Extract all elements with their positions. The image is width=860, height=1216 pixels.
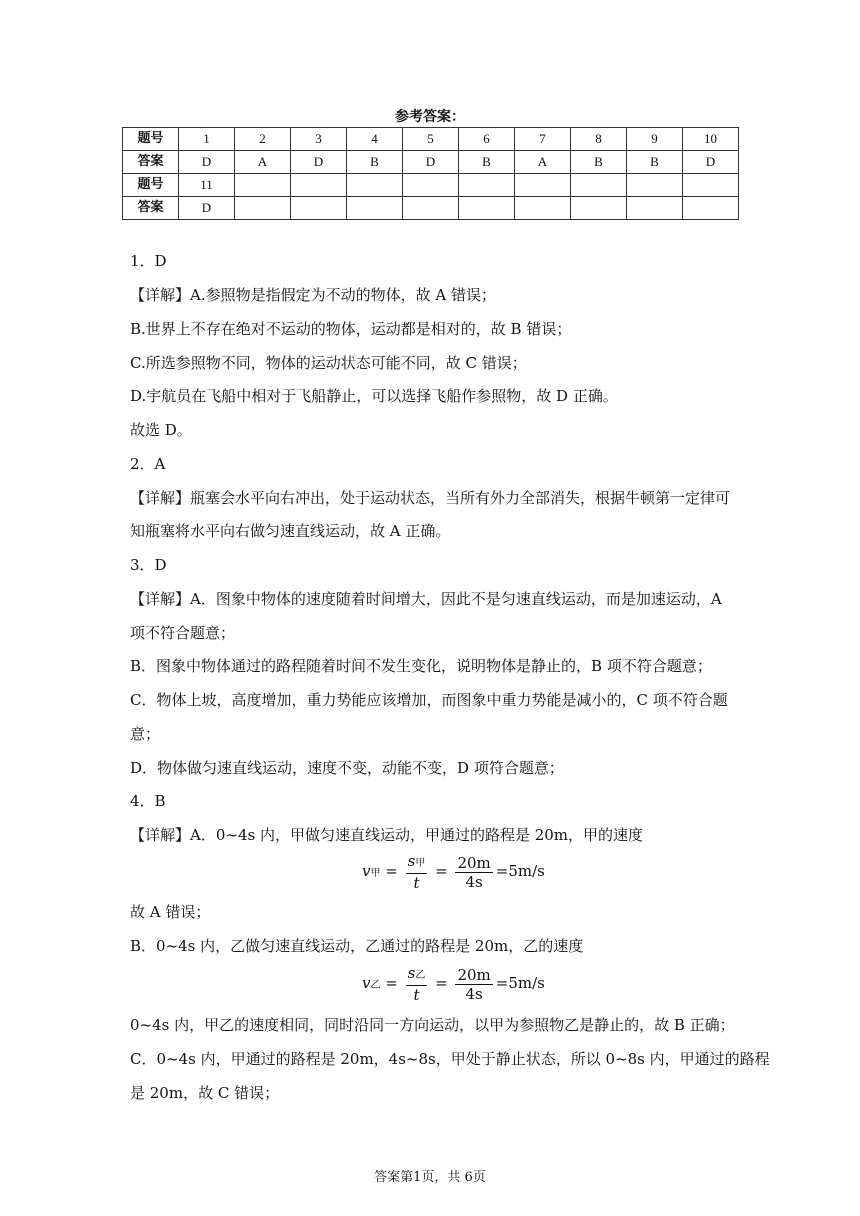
q4-explain-line: C．0~4s 内，甲通过的路程是 20m，4s~8s，甲处于静止状态，所以 0~8s 内，甲通过的路程 [130, 1050, 770, 1068]
q2-heading: 2．A [130, 455, 166, 473]
formula-result: =5m/s [495, 974, 545, 992]
q4-explain-line: B．0~4s 内，乙做匀速直线运动，乙通过的路程是 20m，乙的速度 [130, 937, 584, 955]
table-cell: 2 [235, 128, 291, 151]
table-cell [291, 197, 347, 220]
table-cell: 10 [683, 128, 739, 151]
formula-speed-jia: v甲 = $\frac{\text{s甲}}{t}$ = $\frac{20m}{4s}$ =5m/s [362, 852, 545, 892]
table-cell: D [403, 151, 459, 174]
table-cell: 1 [179, 128, 235, 151]
table-cell [683, 197, 739, 220]
table-row [123, 128, 739, 151]
q4-heading: 4．B [130, 792, 166, 810]
answer-table [122, 127, 739, 220]
table-cell [403, 174, 459, 197]
table-cell: B [627, 151, 683, 174]
q1-explain-line: B.世界上不存在绝对不运动的物体，运动都是相对的，故 B 错误； [130, 320, 572, 338]
formula-speed-yi: v乙 = $\frac{\text{s乙}}{t}$ = $\frac{20m}{4s}$ =5m/s [362, 964, 545, 1004]
q4-explain-line: 是 20m，故 C 错误； [130, 1084, 280, 1102]
q2-explain-line: 知瓶塞将水平向右做匀速直线运动，故 A 正确。 [130, 522, 451, 540]
formula-denominator: 4s [465, 872, 483, 891]
formula-denominator: 4s [465, 984, 483, 1003]
formula-subscript: 甲 [415, 858, 426, 869]
table-cell [459, 197, 515, 220]
table-cell: D [179, 197, 235, 220]
q4-explain-line: 故 A 错误； [130, 903, 211, 921]
formula-subscript: 乙 [415, 970, 426, 981]
table-cell [459, 174, 515, 197]
table-cell: B [459, 151, 515, 174]
table-header-cell: 答案 [123, 151, 179, 174]
table-cell: 6 [459, 128, 515, 151]
formula-var: v [362, 862, 371, 880]
table-cell: B [571, 151, 627, 174]
table-cell: 5 [403, 128, 459, 151]
table-cell: A [515, 151, 571, 174]
table-header-cell: 答案 [123, 197, 179, 220]
table-header-cell: 题号 [123, 174, 179, 197]
table-cell [235, 197, 291, 220]
formula-fraction [455, 854, 492, 891]
table-cell [403, 197, 459, 220]
table-row [123, 151, 739, 174]
q4-explain-line: 【详解】A．0~4s 内，甲做匀速直线运动，甲通过的路程是 20m，甲的速度 [130, 826, 644, 844]
table-cell [571, 174, 627, 197]
formula-fraction [406, 852, 428, 892]
q1-conclusion: 故选 D。 [130, 421, 192, 439]
q2-explain-line: 【详解】瓶塞会水平向右冲出，处于运动状态，当所有外力全部消失，根据牛顿第一定律可 [130, 489, 731, 507]
formula-numerator: 20m [457, 853, 491, 872]
formula-subscript: 甲 [370, 868, 381, 879]
formula-fraction [455, 966, 492, 1003]
table-cell: B [347, 151, 403, 174]
table-cell [627, 197, 683, 220]
q3-explain-line: 【详解】A．图象中物体的速度随着时间增大，因此不是匀速直线运动，而是加速运动，A [130, 590, 722, 608]
table-header-cell: 题号 [123, 128, 179, 151]
q1-heading: 1．D [130, 252, 167, 270]
formula-var: t [413, 874, 420, 892]
formula-var: s [407, 964, 416, 982]
table-cell: 7 [515, 128, 571, 151]
table-cell: 11 [179, 174, 235, 197]
q3-heading: 3．D [130, 556, 167, 574]
formula-var: v [362, 974, 371, 992]
table-cell [235, 174, 291, 197]
q3-explain-line: 意； [130, 725, 161, 743]
q3-explain-line: 项不符合题意； [130, 624, 236, 642]
table-cell: 9 [627, 128, 683, 151]
q1-explain-line: C.所选参照物不同，物体的运动状态可能不同，故 C 错误； [130, 354, 527, 372]
table-cell: 4 [347, 128, 403, 151]
table-cell: D [291, 151, 347, 174]
table-cell: A [235, 151, 291, 174]
q1-explain-line: 【详解】A.参照物是指假定为不动的物体，故 A 错误； [130, 286, 496, 304]
page-footer: 答案第1页，共 6页 [374, 1170, 486, 1185]
formula-var: t [413, 986, 420, 1004]
table-cell: 8 [571, 128, 627, 151]
table-row [123, 174, 739, 197]
formula-numerator: 20m [457, 965, 491, 984]
table-cell: 3 [291, 128, 347, 151]
table-cell [683, 174, 739, 197]
table-cell [515, 174, 571, 197]
page-title: 参考答案： [395, 109, 465, 125]
table-row [123, 197, 739, 220]
q3-explain-line: D．物体做匀速直线运动，速度不变，动能不变，D 项符合题意； [130, 759, 564, 777]
table-cell [571, 197, 627, 220]
q1-explain-line: D.宇航员在飞船中相对于飞船静止，可以选择飞船作参照物，故 D 正确。 [130, 387, 618, 405]
q4-explain-line: 0~4s 内，甲乙的速度相同，同时沿同一方向运动，以甲为参照物乙是静止的，故 B 正确； [130, 1016, 735, 1034]
q3-explain-line: B．图象中物体通过的路程随着时间不发生变化，说明物体是静止的，B 项不符合题意； [130, 657, 712, 675]
q3-explain-line: C．物体上坡，高度增加，重力势能应该增加，而图象中重力势能是减小的，C 项不符合题 [130, 691, 728, 709]
table-cell [627, 174, 683, 197]
table-cell [291, 174, 347, 197]
formula-result: =5m/s [495, 862, 545, 880]
formula-fraction [406, 964, 428, 1004]
table-cell [347, 197, 403, 220]
formula-subscript: 乙 [370, 980, 381, 991]
table-cell: D [179, 151, 235, 174]
table-cell [347, 174, 403, 197]
formula-var: s [407, 852, 416, 870]
table-cell [515, 197, 571, 220]
table-cell: D [683, 151, 739, 174]
